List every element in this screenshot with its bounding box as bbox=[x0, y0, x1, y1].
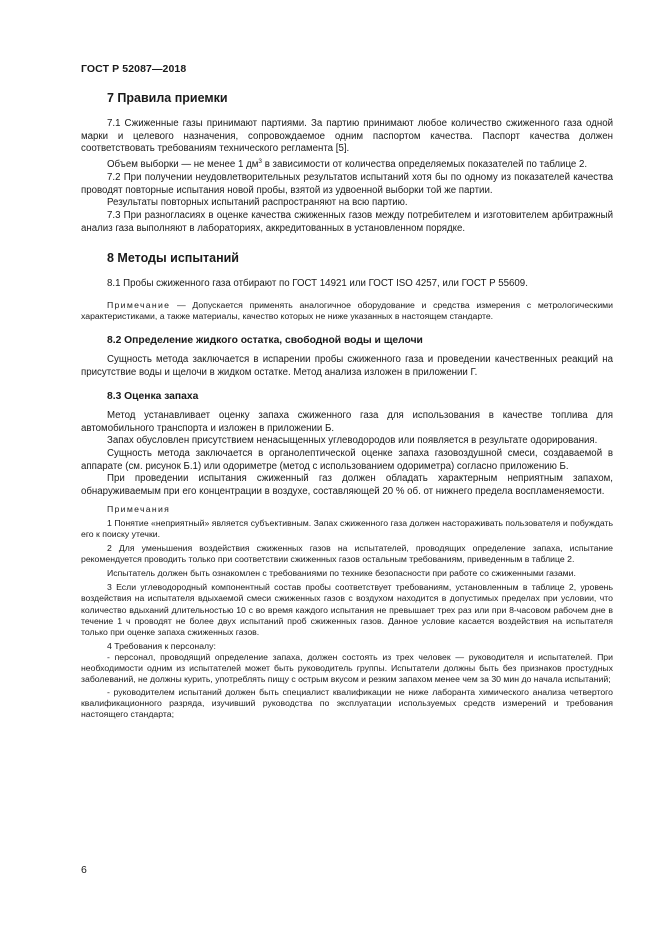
note-8-1 bbox=[81, 300, 613, 322]
paragraph-8-2: Сущность метода заключается в испарении пробы сжиженного газа и проведении качественных реакций на присутствие воды и щелочи в жидком остатке. Метод анализа изложен в приложении Г. bbox=[81, 354, 613, 379]
sample-volume-text-a: Объем выборки — не менее 1 дм bbox=[107, 159, 259, 171]
note-text: — Допускается применять аналогичное оборудование и средства измерения с метрологическими характеристиками, а также материалы, качество которых не ниже указанных в настоящем стандарте. bbox=[81, 300, 613, 322]
note-2-b: Испытатель должен быть ознакомлен с требованиями по технике безопасности при работе со сжиженными газами. bbox=[107, 568, 576, 579]
sample-volume-text-b: в зависимости от количества определяемых показателей по таблице 2. bbox=[262, 159, 588, 171]
cubic-superscript: 3 bbox=[258, 158, 263, 166]
paragraph-8-3-a: Метод устанавливает оценку запаха сжиженного газа для использования в качестве топлива для автомобильного транспорта и изложен в приложении Б. bbox=[81, 409, 613, 434]
section-8-2-title: 8.2 Определение жидкого остатка, свободной воды и щелочи bbox=[107, 335, 423, 347]
page-number: 6 bbox=[81, 864, 87, 876]
paragraph-8-3-c: Сущность метода заключается в органолептической оценке запаха газовоздушной смеси, создаваемой в аппарате (см. рисунок Б.1) или одориметре (метод с использованием одориметра) согласно приложению Б. bbox=[81, 447, 613, 472]
paragraph-7-3: 7.3 При разногласиях в оценке качества сжиженных газов между потребителем и изготовителем арбитражный анализ газа выполняют в лабораториях, аккредитованных в установленном порядке. bbox=[81, 210, 613, 234]
section-7-title: 7 Правила приемки bbox=[107, 91, 228, 105]
note-1: 1 Понятие «неприятный» является субъективным. Запах сжиженного газа должен настораживать пользователя и побуждать его к поиску утечки. bbox=[81, 517, 613, 539]
note-4: 4 Требования к персоналу: bbox=[107, 640, 216, 651]
section-8-3-title: 8.3 Оценка запаха bbox=[107, 390, 199, 402]
page-content bbox=[81, 90, 613, 720]
paragraph-repeat-results: Результаты повторных испытаний распространяют на всю партию. bbox=[107, 197, 408, 209]
standard-code-header: ГОСТ Р 52087—2018 bbox=[81, 63, 187, 75]
note-2: 2 Для уменьшения воздействия сжиженных газов на испытателей, проводящих определение запаха, испытание рекомендуется проводить только при соответствии сжиженных газов остальным требованиям, приведенным в таблице 2. bbox=[81, 543, 613, 565]
paragraph-sample-volume bbox=[81, 156, 613, 172]
paragraph-8-1: 8.1 Пробы сжиженного газа отбирают по ГОСТ 14921 или ГОСТ ISO 4257, или ГОСТ Р 55609. bbox=[107, 277, 528, 289]
paragraph-8-3-d: При проведении испытания сжиженный газ должен обладать характерным неприятным запахом, обнаруживаемым при его концентрации в воздухе, составляющей 20 % об. от нижнего предела воспламеняемости. bbox=[81, 473, 613, 498]
notes-label: Примечания bbox=[107, 503, 171, 514]
paragraph-7-1: 7.1 Сжиженные газы принимают партиями. За партию принимают любое количество сжиженного газа одной марки и целевого назначения, сопровождаемое одним паспортом качества. Паспорт качества должен соответствовать требованиям технического регламента [5]. bbox=[81, 118, 613, 155]
section-8-title: 8 Методы испытаний bbox=[107, 250, 239, 265]
note-4-a: - персонал, проводящий определение запаха, должен состоять из трех человек — руководителя и испытателей. При необходимости одним из испытателей может быть руководитель группы. Испытатели должны быть без признаков простудных заболеваний, не должны курить, употреблять пищу с острым вкусом и резким запахом менее чем за 30 мин до начала испытаний; bbox=[81, 651, 613, 685]
note-4-b: - руководителем испытаний должен быть специалист квалификации не ниже лаборанта химического анализа четвертого квалификационного разряда, изучивший руководства по эксплуатации используемых средств измерений и требования настоящего стандарта; bbox=[81, 687, 613, 720]
note-label: Примечание bbox=[107, 300, 171, 311]
note-3: 3 Если углеводородный компонентный состав пробы соответствует требованиям, установленным в таблице 2, уровень воздействия на испытателя вдыхаемой смеси сжиженных газов с воздухом находится в допустимых пределах при условии, что количество вдыханий длительностью 10 с во время каждого испытания не превышает трех раз или при 8-часовом рабочем дне в течение 1 ч проводят не более двух испытаний проб сжиженных газов. Данное условие касается воздействия на испытателя только при оценке запаха сжиженных газов. bbox=[81, 582, 613, 637]
paragraph-7-2: 7.2 При получении неудовлетворительных результатов испытаний хотя бы по одному из показателей качества проводят повторные испытания новой пробы, взятой из удвоенной выборки той же партии. bbox=[81, 172, 613, 196]
paragraph-8-3-b: Запах обусловлен присутствием ненасыщенных углеводородов или появляется в результате одорирования. bbox=[107, 435, 598, 447]
